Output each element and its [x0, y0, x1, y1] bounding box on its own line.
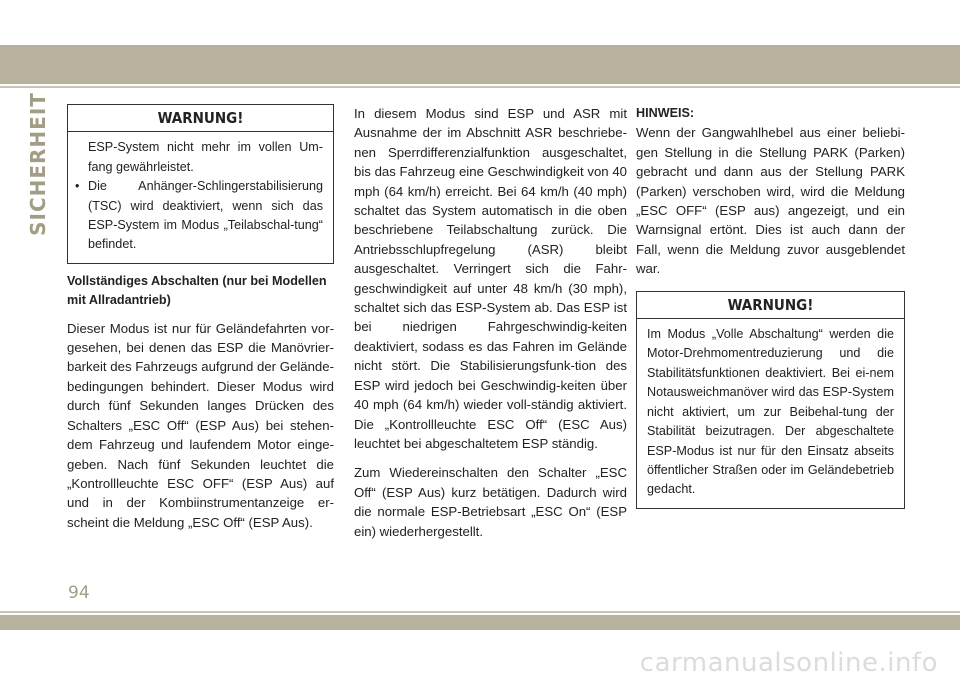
- body-paragraph: In diesem Modus sind ESP und ASR mit Ausnahme der im Abschnitt ASR beschriebe-nen Sperrdifferenzialfunktion ausgeschaltet, bis das Fahrzeug eine Geschwindigkeit von 40 mph (64 km/h) erreicht. Bei 64 km/h (40 mph) schaltet das System automatisch in die oben beschriebene Teilabschaltung zurück. Die Antriebsschlupfregelung (ASR) bleibt ausgeschaltet. Verringert sich die Fahr-geschwindigkeit auf unter 48 km/h (30 mph), schaltet sich das ESP-System ab. Das ESP ist bei niedrigen Fahrgeschwindig-keiten deaktiviert, sodass es das Fahren im Gelände nicht stört. Die Stabilisierungsfunk-tion des ESP wird jedoch bei Geschwindig-keiten über 40 mph (64 km/h) wieder voll-ständig aktiviert. Die „Kontrollleuchte ESC Off“ (ESC Aus) leuchtet bei abgeschaltetem ESP ständig.: [354, 106, 627, 451]
- column-right: [636, 104, 905, 509]
- footer-band: [0, 615, 960, 630]
- section-tab: [27, 88, 49, 240]
- header-band: [0, 45, 960, 84]
- body-paragraph: Dieser Modus ist nur für Geländefahrten vor-gesehen, bei denen das ESP die Manövrier-barkeit des Fahrzeugs aufgrund der Gelände-bedingungen behindert. Dieser Modus wird durch fünf Sekunden langes Drücken des Schalters „ESC Off“ (ESP Aus) bei stehen-dem Fahrzeug und laufendem Motor einge-geben. Nach fünf Sekunden leuchtet die „Kontrollleuchte ESC OFF“ (ESP Aus) auf und in der Kombiinstrumentanzeige er-scheint die Meldung „ESC Off“ (ESP Aus).: [67, 320, 334, 530]
- warning-box: [636, 291, 905, 509]
- page-number: 94: [68, 583, 90, 603]
- warning-body: [68, 132, 333, 262]
- note-text: Wenn der Gangwahlhebel aus einer beliebi-gen Stellung in die Stellung PARK (Parken) gebracht und dann aus der Stellung PARK (Parken) verschoben wird, wird die Meldung „ESC OFF“ (ESP aus) angezeigt, und ein Warnsignal ertönt. Dies ist auch dann der Fall, wenn die Meldung zuvor ausgeblendet war.: [636, 125, 905, 277]
- section-heading: Vollständiges Abschalten (nur bei Modellen mit Allradantrieb): [67, 273, 327, 308]
- section-tab-label: SICHERHEIT: [26, 92, 50, 236]
- warning-text: Im Modus „Volle Abschaltung“ werden die Motor-Drehmomentreduzierung und die Stabilitätsfunktionen deaktiviert. Bei ei-nem Notausweichmanöver wird das ESP-System nicht aktiviert, um zur Beibehal-tung der Stabilität beizutragen. Der abgeschaltete ESP-Modus ist nur für den Einsatz abseits öffentlicher Straßen oder im Geländebetrieb gedacht.: [647, 327, 894, 497]
- warning-title: WARNUNG!: [68, 105, 333, 132]
- body-paragraph: Zum Wiedereinschalten den Schalter „ESC Off“ (ESP Aus) kurz betätigen. Dadurch wird die normale ESP-Betriebsart „ESC On“ (ESP ein) wiederhergestellt.: [354, 465, 627, 539]
- column-middle: [354, 104, 627, 551]
- warning-bullet: • Die Anhänger-Schlingerstabilisierung (TSC) wird deaktiviert, wenn sich das ESP-System im Modus „Teilabschal-tung“ befindet.: [88, 177, 323, 255]
- note-label: HINWEIS:: [636, 106, 695, 120]
- footer-rule: [0, 611, 960, 613]
- header-rule: [0, 86, 960, 88]
- warning-title: WARNUNG!: [637, 292, 904, 319]
- column-left: [67, 104, 334, 542]
- warning-box-continued: [67, 104, 334, 264]
- warning-text: ESP-System nicht mehr im vollen Um-fang gewährleistet.: [88, 140, 323, 174]
- watermark: carmanualsonline.info: [639, 648, 938, 678]
